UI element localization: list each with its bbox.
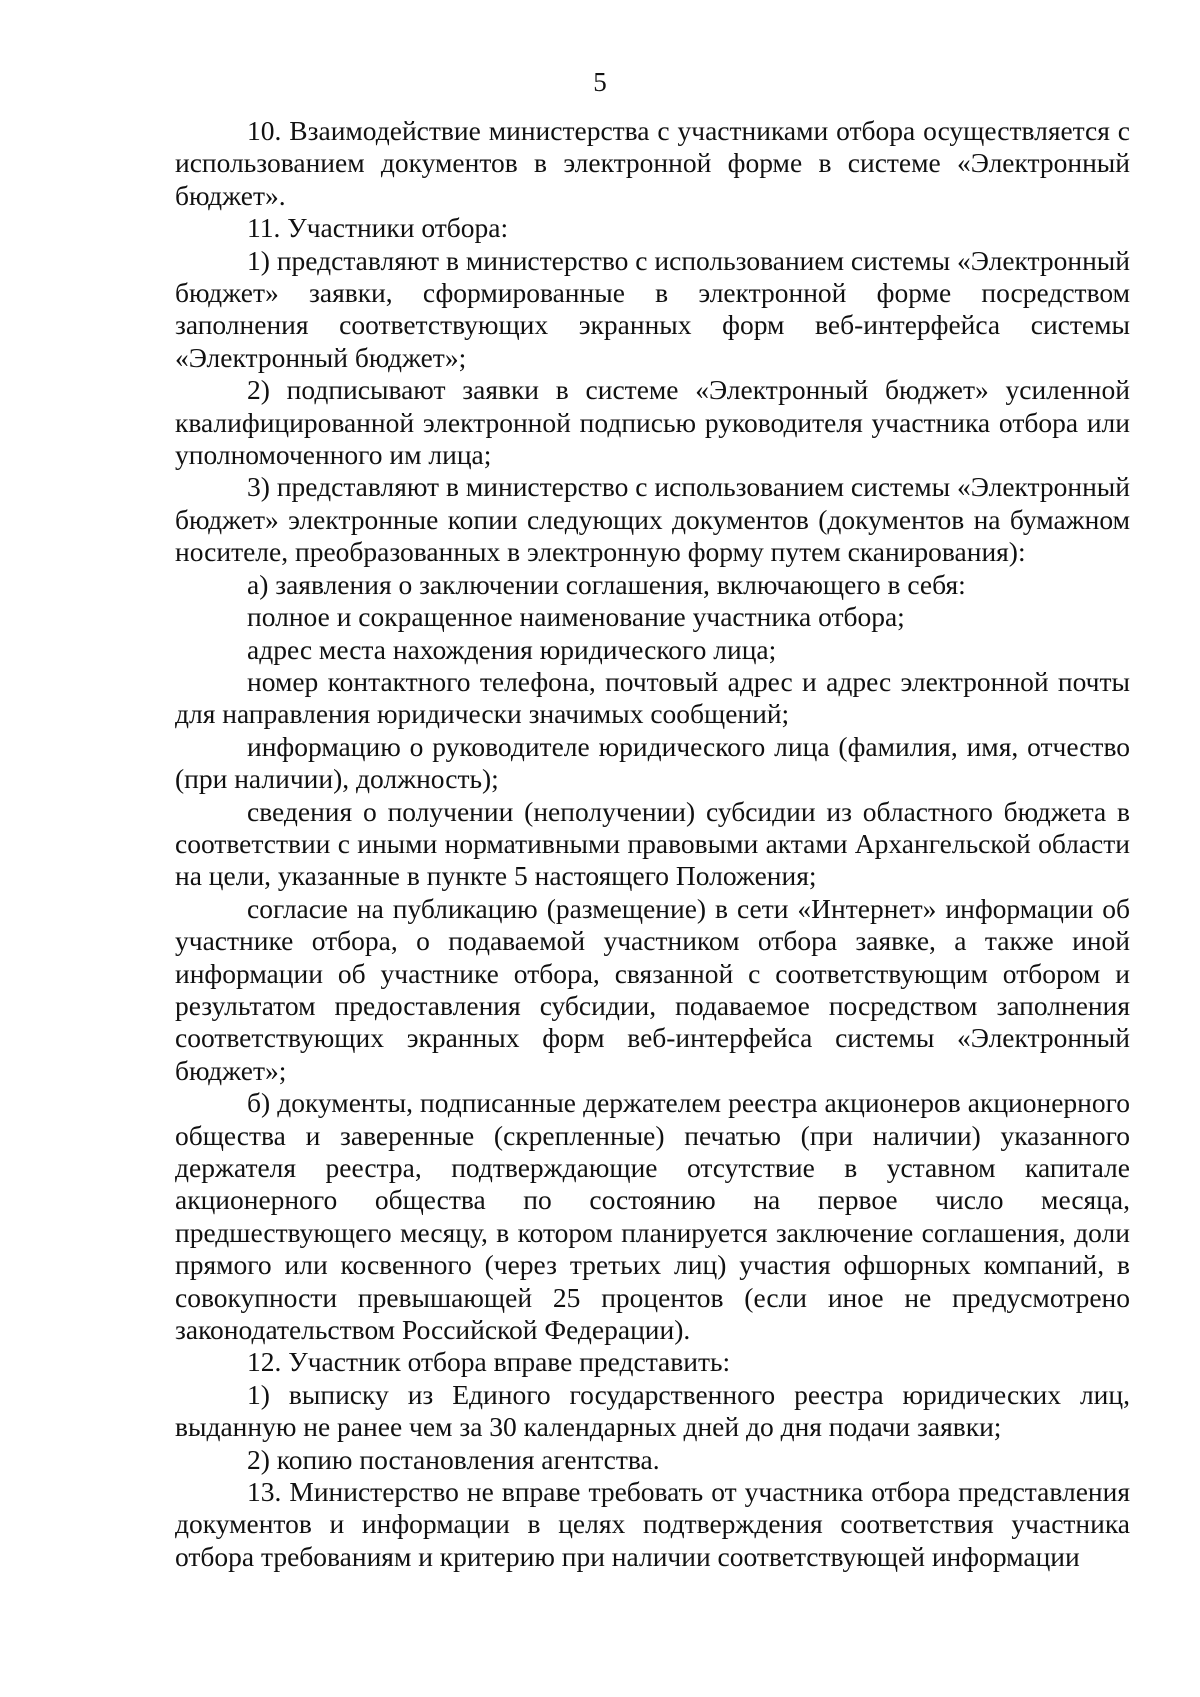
paragraph-11-item-3a-head: информацию о руководителе юридического лица (фамилия, имя, отчество (при наличии), должность);: [175, 730, 1130, 795]
paragraph-12-item-1: 1) выписку из Единого государственного реестра юридических лиц, выданную не ранее чем за 30 календарных дней до дня подачи заявки;: [175, 1378, 1130, 1443]
paragraph-13: 13. Министерство не вправе требовать от участника отбора представления документов и информации в целях подтверждения соответствия участника отбора требованиям и критерию при наличии соответствующей информации: [175, 1476, 1130, 1572]
paragraph-11-item-3a: а) заявления о заключении соглашения, включающего в себя:: [247, 568, 966, 600]
paragraph-11: 11. Участники отбора:: [247, 212, 509, 244]
paragraph-10: 10. Взаимодействие министерства с участниками отбора осуществляется с использованием документов в электронной форме в системе «Электронный бюджет».: [175, 115, 1130, 211]
paragraph-11-item-3a-contacts: номер контактного телефона, почтовый адрес и адрес электронной почты для направления юридически значимых сообщений;: [175, 665, 1130, 730]
paragraph-11-item-1: 1) представляют в министерство с использованием системы «Электронный бюджет» заявки, сформированные в электронной форме посредством заполнения соответствующих экранных форм веб-интерфейса системы «Электронный бюджет»;: [175, 244, 1130, 373]
document-body: [175, 115, 1130, 1573]
paragraph-12-item-2: 2) копию постановления агентства.: [247, 1443, 660, 1475]
paragraph-11-item-3: 3) представляют в министерство с использованием системы «Электронный бюджет» электронные копии следующих документов (документов на бумажном носителе, преобразованных в электронную форму путем сканирования):: [175, 471, 1130, 568]
paragraph-11-item-3a-address: адрес места нахождения юридического лица;: [247, 633, 777, 665]
page-number: 5: [593, 67, 607, 97]
paragraph-12: 12. Участник отбора вправе представить:: [247, 1346, 731, 1378]
paragraph-11-item-3a-consent: согласие на публикацию (размещение) в сети «Интернет» информации об участнике отбора, о подаваемой участником отбора заявке, а также иной информации об участнике отбора, связанной с соответствующим отбором и результатом предоставления субсидии, подаваемое посредством заполнения соответствующих экранных форм веб-интерфейса системы «Электронный бюджет»;: [175, 892, 1130, 1086]
paragraph-11-item-3a-name: полное и сокращенное наименование участника отбора;: [247, 601, 905, 633]
paragraph-11-item-3a-subsidy: сведения о получении (неполучении) субсидии из областного бюджета в соответствии с иными нормативными правовыми актами Архангельской области на цели, указанные в пункте 5 настоящего Положения;: [175, 795, 1130, 892]
paragraph-11-item-2: 2) подписывают заявки в системе «Электронный бюджет» усиленной квалифицированной электронной подписью руководителя участника отбора или уполномоченного им лица;: [175, 374, 1130, 471]
paragraph-11-item-3b: б) документы, подписанные держателем реестра акционеров акционерного общества и заверенные (скрепленные) печатью (при наличии) указанного держателя реестра, подтверждающие отсутствие в уставном капитале акционерного общества по состоянию на первое число месяца, предшествующего месяцу, в котором планируется заключение соглашения, доли прямого или косвенного (через третьих лиц) участия офшорных компаний, в совокупности превышающей 25 процентов (если иное не предусмотрено законодательством Российской Федерации).: [175, 1087, 1130, 1346]
